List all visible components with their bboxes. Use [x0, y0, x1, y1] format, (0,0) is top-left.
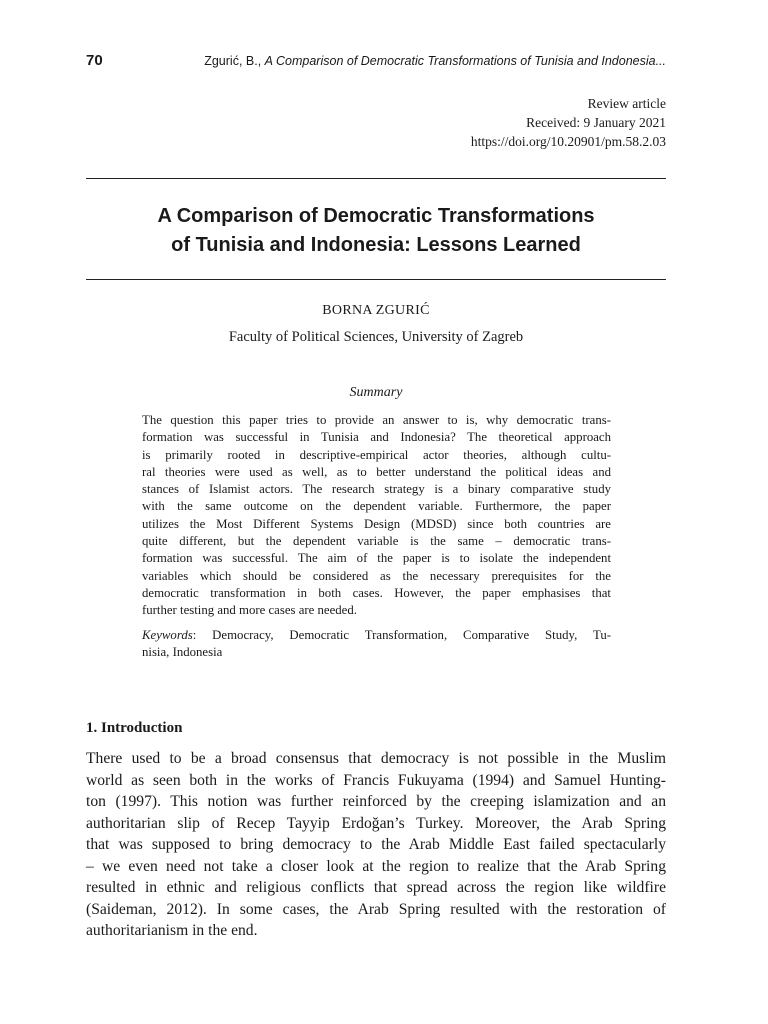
text-line: stances of Islamist actors. The research strategy is a binary comparative study [142, 482, 611, 497]
text-line: ral theories were used as well, as to better understand the political ideas and [142, 464, 611, 479]
article-title [86, 202, 666, 260]
running-head [86, 52, 666, 72]
text-line: utilizes the Most Different Systems Design (MDSD) since both countries are [142, 516, 611, 531]
text-line: ton (1997). This notion was further reinforced by the creeping islamization and an [86, 793, 666, 810]
article-type: Review article [587, 96, 666, 111]
text-line: There used to be a broad consensus that democracy is not possible in the Muslim [86, 750, 666, 767]
text-line: quite different, but the dependent variable is the same – democratic trans- [142, 534, 611, 549]
text-line: with the same outcome on the dependent variable. Furthermore, the paper [142, 499, 611, 514]
text-line: formation was successful. The aim of the paper is to isolate the independent [142, 551, 611, 566]
abstract-text [142, 412, 611, 620]
doi-link[interactable]: https://doi.org/10.20901/pm.58.2.03 [470, 134, 666, 149]
author-name: BORNA ZGURIĆ [322, 303, 430, 318]
keywords-values: : Democracy, Democratic Transformation, Comparative Study, Tu- [192, 628, 611, 642]
text-line: – we even need not take a closer look at the region to realize that the Arab Spring [86, 857, 666, 875]
title-rule-bottom [86, 279, 666, 280]
text-line: variables which should be considered as the necessary prerequisites for the [142, 568, 611, 583]
title-rule-top [86, 178, 666, 179]
keywords [142, 627, 611, 662]
summary-heading: Summary [349, 385, 403, 400]
text-line: world as seen both in the works of Francis Fukuyama (1994) and Samuel Hunting- [86, 771, 666, 789]
keywords-label: Keywords [142, 628, 193, 642]
section-heading: 1. Introduction [86, 720, 183, 736]
text-line: authoritarian slip of Recep Tayyip Erdoğan’s Turkey. Moreover, the Arab Spring [86, 814, 666, 832]
text-line: is primarily rooted in descriptive-empirical actor theories, although cultu- [142, 447, 611, 462]
keywords-line [142, 627, 611, 644]
author-affiliation: Faculty of Political Sciences, University of Zagreb [228, 329, 524, 345]
text-line: authoritarianism in the end. [86, 922, 258, 939]
text-line: resulted in ethnic and religious conflicts that spread across the region like wildfire [86, 879, 666, 896]
running-title-author: Zgurić, B., [204, 54, 265, 68]
page-number: 70 [86, 52, 103, 69]
text-line: that was supposed to bring democracy to the Arab Middle East failed spectacularly [86, 836, 666, 853]
text-line: further testing and more cases are needed. [142, 603, 357, 618]
text-line: (Saideman, 2012). In some cases, the Arab Spring resulted with the restoration of [86, 900, 666, 918]
received-date: Received: 9 January 2021 [526, 115, 666, 130]
text-line: democratic transformation in both cases. However, the paper emphasises that [142, 585, 611, 600]
article-meta [471, 94, 666, 151]
keywords-line: nisia, Indonesia [142, 645, 223, 660]
running-title-article: A Comparison of Democratic Transformations of Tunisia and Indonesia... [264, 54, 666, 68]
article-title-line: of Tunisia and Indonesia: Lessons Learned [171, 234, 581, 256]
article-title-line: A Comparison of Democratic Transformations [157, 205, 595, 227]
running-title [204, 54, 666, 68]
text-line: The question this paper tries to provide an answer to is, why democratic trans- [142, 413, 611, 427]
text-line: formation was successful in Tunisia and Indonesia? The theoretical approach [142, 430, 611, 445]
body-paragraph [86, 748, 666, 942]
